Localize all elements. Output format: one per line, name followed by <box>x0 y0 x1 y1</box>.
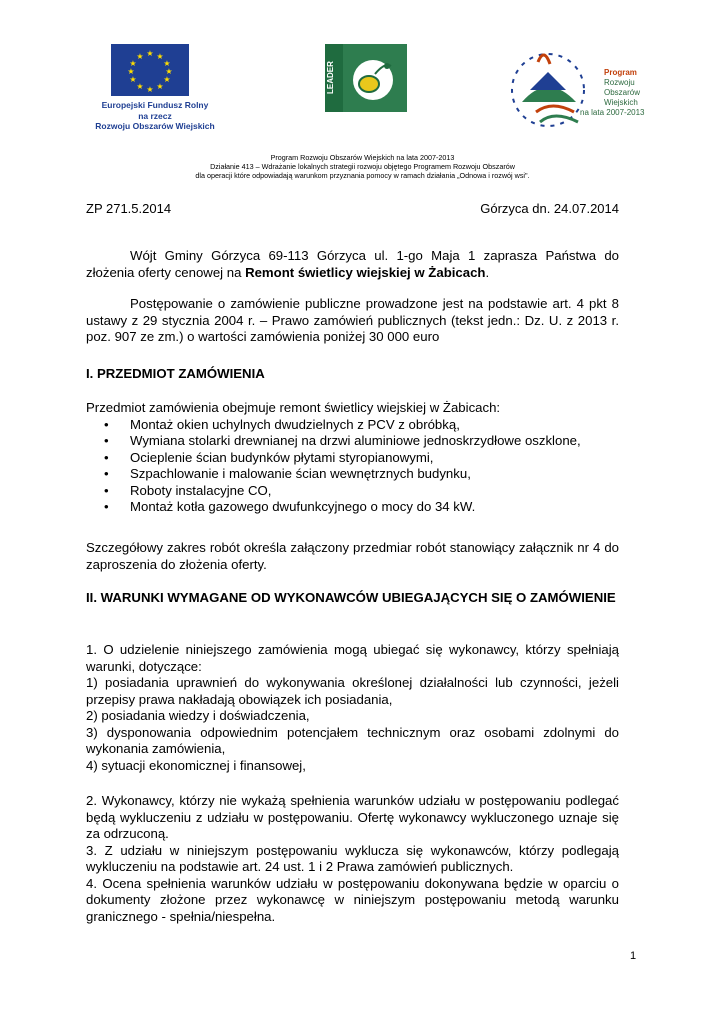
reference-number: ZP 271.5.2014 <box>86 201 172 216</box>
svg-text:★: ★ <box>156 52 164 61</box>
svg-text:★: ★ <box>129 59 137 68</box>
svg-text:★: ★ <box>156 82 164 91</box>
list-item: 3) dysponowania odpowiednim potencjałem technicznym oraz osobami zdolnymi do wykonania zamówienia, <box>86 724 619 756</box>
prow-text: Program Rozwoju Obszarów Wiejskich na lata 2007-2013 <box>580 68 645 117</box>
leader-logo <box>325 44 407 112</box>
svg-text:★: ★ <box>165 67 173 76</box>
program-header: Program Rozwoju Obszarów Wiejskich na lata 2007-2013 Działanie 413 – Wdrażanie lokalnych strategii rozwoju objętego Programem Rozwoju Obszarów dla operacji które odpowiadają warunkom przyznania pomocy w ramach działania „Odnowa i rozwój wsi". <box>195 153 530 180</box>
intro-paragraph: Wójt Gminy Górzyca 69-113 Górzyca ul. 1-go Maja 1 zaprasza Państwa do złożenia oferty cenowej na Remont świetlicy wiejskiej w Żabicach. <box>86 248 619 280</box>
list-item: • Montaż kotła gazowego dwufunkcyjnego o mocy do 34 kW. <box>130 499 619 516</box>
place-date: Górzyca dn. 24.07.2014 <box>480 201 619 216</box>
list-item: 1) posiadania uprawnień do wykonywania określonej działalności lub czynności, jeżeli przepisy prawa nakładają obowiązek ich posiadania, <box>86 675 619 707</box>
eu-flag-icon <box>111 44 189 96</box>
svg-text:★: ★ <box>163 59 171 68</box>
list-item: • Montaż okien uchylnych dwudzielnych z PCV z obróbką, <box>130 417 619 434</box>
svg-text:★: ★ <box>127 67 135 76</box>
list-item: • Wymiana stolarki drewnianej na drzwi aluminiowe jednoskrzydłowe oszklone, <box>130 433 619 450</box>
section-2-title: II. WARUNKI WYMAGANE OD WYKONAWCÓW UBIEGAJĄCYCH SIĘ O ZAMÓWIENIE <box>86 590 616 605</box>
section-1-body: Przedmiot zamówienia obejmuje remont świetlicy wiejskiej w Żabicach: • Montaż okien uchylnych dwudzielnych z PCV z obróbką, • Wymiana stolarki drewnianej na drzwi aluminiowe jednoskrzydłowe oszklone, • Ocieplenie ścian budynków płytami styropianowymi, • Szpachlowanie i malowanie ścian wewnętrznych budynku, • Roboty instalacyjne CO, • Montaż kotła gazowego dwufunkcyjnego o mocy do 34 kW. <box>86 400 619 516</box>
reference-line <box>86 201 619 216</box>
list-item: 2) posiadania wiedzy i doświadczenia, <box>86 708 310 723</box>
list-item: 4) sytuacji ekonomicznej i finansowej, <box>86 757 306 773</box>
svg-text:★: ★ <box>136 82 144 91</box>
list-item: • Roboty instalacyjne CO, <box>130 483 619 500</box>
section-2-conditions: 1. O udzielenie niniejszego zamówienia mogą ubiegać się wykonawcy, którzy spełniają warunki, dotyczące: 1) posiadania uprawnień do wykonywania określonej działalności lub czynności, jeżeli przepisy prawa nakładają obowiązek ich posiadania, 2) posiadania wiedzy i doświadczenia, 3) dysponowania odpowiednim potencjałem technicznym oraz osobami zdolnymi do wykonania zamówienia, 4) sytuacji ekonomicznej i finansowej, <box>86 642 619 773</box>
page-number: 1 <box>630 950 637 962</box>
section-1-title: I. PRZEDMIOT ZAMÓWIENIA <box>86 366 265 381</box>
procedure-paragraph: Postępowanie o zamówienie publiczne prowadzone jest na podstawie art. 4 pkt 8 ustawy z 29 stycznia 2004 r. – Prawo zamówień publicznych (tekst jedn.: Dz. U. z 2013 r. poz. 907 ze zm.) o wartości zamówienia poniżej 30 000 euro <box>86 296 619 344</box>
list-item: • Szpachlowanie i malowanie ścian wewnętrznych budynku, <box>130 466 619 483</box>
section-1-details: Szczegółowy zakres robót określa załączony przedmiar robót stanowiący załącznik nr 4 do zaproszenia do złożenia oferty. <box>86 540 619 572</box>
list-item: • Ocieplenie ścian budynków płytami styropianowymi, <box>130 450 619 467</box>
svg-text:★: ★ <box>163 75 171 84</box>
svg-text:★: ★ <box>146 85 154 94</box>
svg-text:★: ★ <box>146 49 154 58</box>
section-2-points: 2. Wykonawcy, którzy nie wykażą spełnienia warunków udziału w postępowaniu podlegać będą wykluczeniu z udziału w postępowaniu. Ofertę wykonawcy wykluczonego uznaje się za odrzuconą. 3. Z udziału w niniejszym postępowaniu wyklucza się wykonawców, którzy podlegają wykluczeniu na podstawie art. 24 ust. 1 i 2 Prawa zamówień publicznych. 4. Ocena spełnienia warunków udziału w postępowaniu dokonywana będzie w oparciu o dokumenty złożone przez wykonawcę w niniejszym postępowaniu metodą warunku granicznego - spełnia/niespełna. <box>86 793 619 924</box>
svg-text:★: ★ <box>129 75 137 84</box>
svg-text:★: ★ <box>136 52 144 61</box>
leader-text: LEADER <box>326 61 335 95</box>
prow-emblem-icon <box>500 42 604 132</box>
eu-logo <box>90 44 220 132</box>
eu-caption: Europejski Fundusz Rolny na rzecz Rozwoju Obszarów Wiejskich <box>95 100 215 131</box>
prow-logo <box>500 42 650 132</box>
